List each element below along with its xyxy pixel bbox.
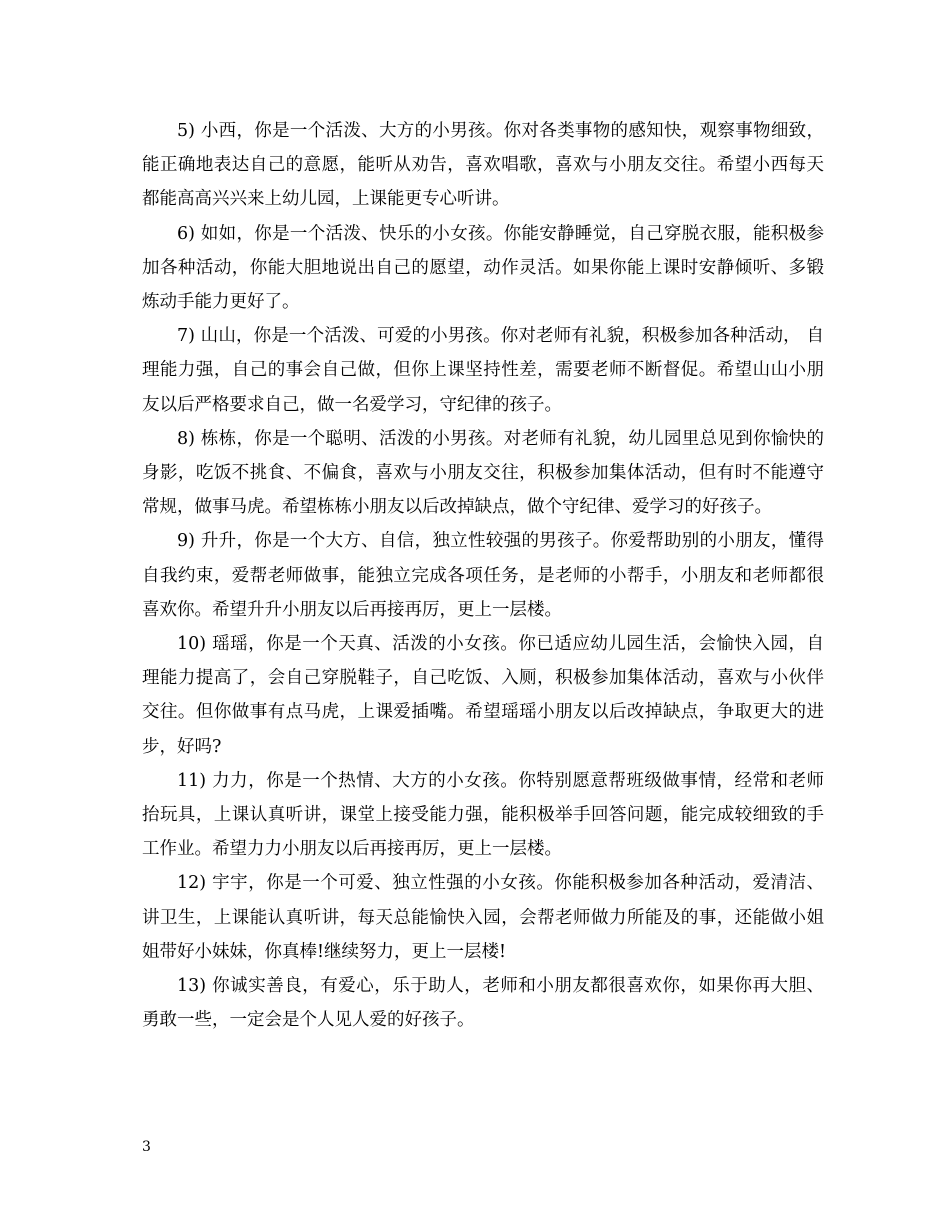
paragraph-7: 7) 山山，你是一个活泼、可爱的小男孩。你对老师有礼貌，积极参加各种活动， 自理能力强，自己的事会自己做，但你上课坚持性差，需要老师不断督促。希望山山小朋友以后严格要求自己，做一名爱学习，守纪律的孩子。 xyxy=(142,326,824,415)
page-number: 3 xyxy=(142,1139,151,1155)
paragraph-6: 6) 如如，你是一个活泼、快乐的小女孩。你能安静睡觉，自己穿脱衣服，能积极参加各种活动，你能大胆地说出自己的愿望，动作灵活。如果你能上课时安静倾听、多锻炼动手能力更好了。 xyxy=(142,223,824,313)
paragraph-9: 9) 升升，你是一个大方、自信，独立性较强的男孩子。你爱帮助别的小朋友，懂得自我约束，爱帮老师做事，能独立完成各项任务，是老师的小帮手，小朋友和老师都很喜欢你。希望升升小朋友以后再接再厉，更上一层楼。 xyxy=(142,531,824,620)
paragraph-8: 8) 栋栋，你是一个聪明、活泼的小男孩。对老师有礼貌，幼儿园里总见到你愉快的身影，吃饭不挑食、不偏食，喜欢与小朋友交往，积极参加集体活动，但有时不能遵守常规，做事马虎。希望栋栋小朋友以后改掉缺点，做个守纪律、爱学习的好孩子。 xyxy=(142,428,824,518)
document-body xyxy=(142,114,824,1037)
paragraph-13: 13) 你诚实善良，有爱心，乐于助人，老师和小朋友都很喜欢你，如果你再大胆、勇敢一些，一定会是个人见人爱的好孩子。 xyxy=(142,976,824,1031)
paragraph-10: 10) 瑶瑶，你是一个天真、活泼的小女孩。你已适应幼儿园生活，会愉快入园，自理能力提高了，会自己穿脱鞋子，自己吃饭、入厕，积极参加集体活动，喜欢与小伙伴交往。但你做事有点马虎，上课爱插嘴。希望瑶瑶小朋友以后改掉缺点，争取更大的进步，好吗? xyxy=(142,634,824,757)
paragraph-12: 12) 宇宇，你是一个可爱、独立性强的小女孩。你能积极参加各种活动，爱清洁、讲卫生，上课能认真听讲，每天总能愉快入园，会帮老师做力所能及的事，还能做小姐姐带好小妹妹，你真棒!继续努力，更上一层楼! xyxy=(142,873,824,962)
paragraph-11: 11) 力力，你是一个热情、大方的小女孩。你特别愿意帮班级做事情，经常和老师抬玩具，上课认真听讲，课堂上接受能力强，能积极举手回答问题，能完成较细致的手工作业。希望力力小朋友以后再接再厉，更上一层楼。 xyxy=(142,770,824,860)
paragraph-5: 5) 小西，你是一个活泼、大方的小男孩。你对各类事物的感知快，观察事物细致，能正确地表达自己的意愿，能听从劝告，喜欢唱歌，喜欢与小朋友交往。希望小西每天都能高高兴兴来上幼儿园，上课能更专心听讲。 xyxy=(142,121,824,210)
